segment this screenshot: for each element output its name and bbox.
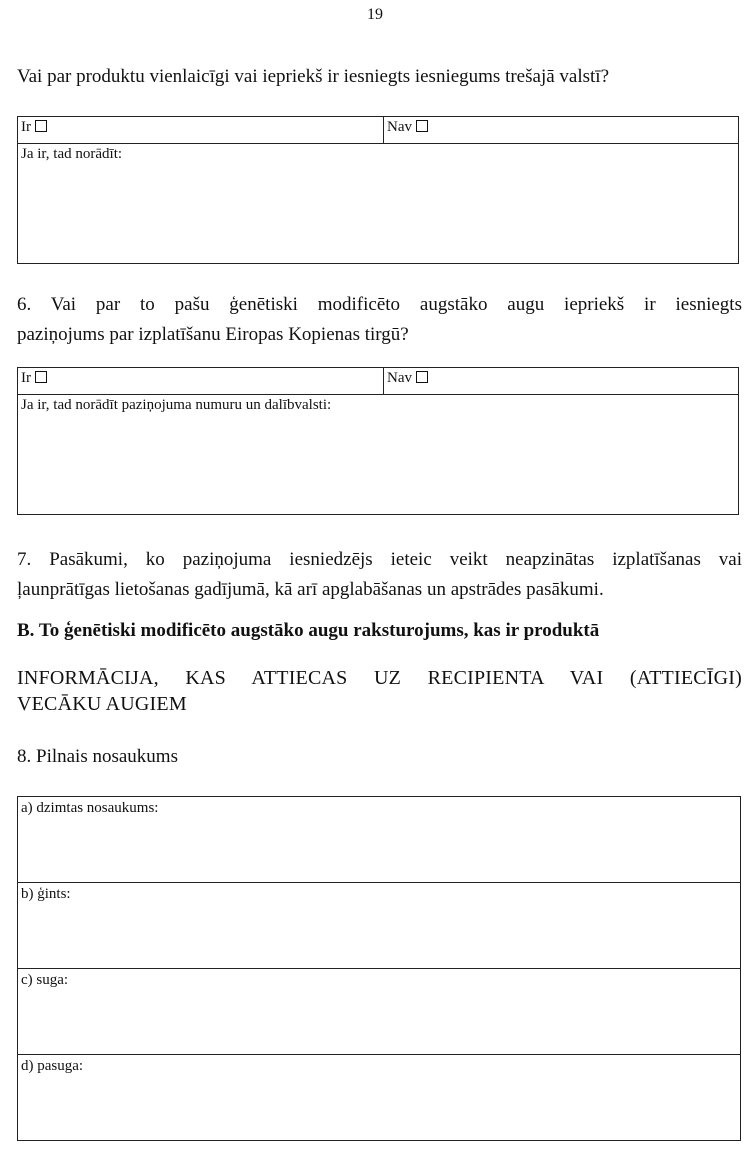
subspecies-label: d) pasuga:: [21, 1058, 84, 1074]
species-label: c) suga:: [21, 972, 69, 988]
names-table: [17, 796, 741, 1141]
subspecies-field[interactable]: [18, 1055, 740, 1141]
section-b-heading: B. To ģenētiski modificēto augstāko augu raksturojums, kas ir produktā: [17, 620, 600, 641]
page-number: 19: [367, 6, 383, 23]
question-6-line-2: paziņojums par izplatīšanu Eiropas Kopienas tirgū?: [17, 324, 409, 345]
info-heading-line-1: INFORMĀCIJA, KAS ATTIECAS UZ RECIPIENTA VAI (ATTIECĪGI): [17, 667, 742, 689]
no-cell[interactable]: [384, 368, 739, 395]
family-name-label: a) dzimtas nosaukums:: [21, 800, 159, 816]
yes-label: Ir: [21, 370, 31, 386]
no-checkbox[interactable]: [416, 120, 428, 132]
genus-field[interactable]: [18, 883, 740, 969]
genus-label: b) ģints:: [21, 886, 71, 902]
question-8: 8. Pilnais nosaukums: [17, 746, 178, 767]
detail-field[interactable]: [18, 144, 739, 264]
no-checkbox[interactable]: [416, 371, 428, 383]
yes-checkbox[interactable]: [35, 120, 47, 132]
question-7-line-1: 7. Pasākumi, ko paziņojuma iesniedzējs ieteic veikt neapzinātas izplatīšanas vai: [17, 549, 742, 570]
third-country-table: [17, 116, 739, 264]
info-heading-line-2: VECĀKU AUGIEM: [17, 693, 187, 715]
family-name-field[interactable]: [18, 797, 740, 883]
species-field[interactable]: [18, 969, 740, 1055]
question-6-line-1: 6. Vai par to pašu ģenētiski modificēto augstāko augu iepriekš ir iesniegts: [17, 294, 742, 315]
detail-label: Ja ir, tad norādīt paziņojuma numuru un dalībvalsti:: [21, 397, 332, 413]
no-label: Nav: [387, 370, 412, 386]
question-7-line-2: ļaunprātīgas lietošanas gadījumā, kā arī apglabāšanas un apstrādes pasākumi.: [17, 579, 604, 600]
detail-field[interactable]: [18, 395, 739, 515]
question-third-country: Vai par produktu vienlaicīgi vai iepriekš ir iesniegts iesniegums trešajā valstī?: [17, 66, 610, 87]
eu-notification-table: [17, 367, 739, 515]
yes-label: Ir: [21, 119, 31, 135]
yes-cell[interactable]: [18, 368, 384, 395]
yes-checkbox[interactable]: [35, 371, 47, 383]
detail-label: Ja ir, tad norādīt:: [21, 146, 123, 162]
yes-cell[interactable]: [18, 117, 384, 144]
no-cell[interactable]: [384, 117, 739, 144]
no-label: Nav: [387, 119, 412, 135]
